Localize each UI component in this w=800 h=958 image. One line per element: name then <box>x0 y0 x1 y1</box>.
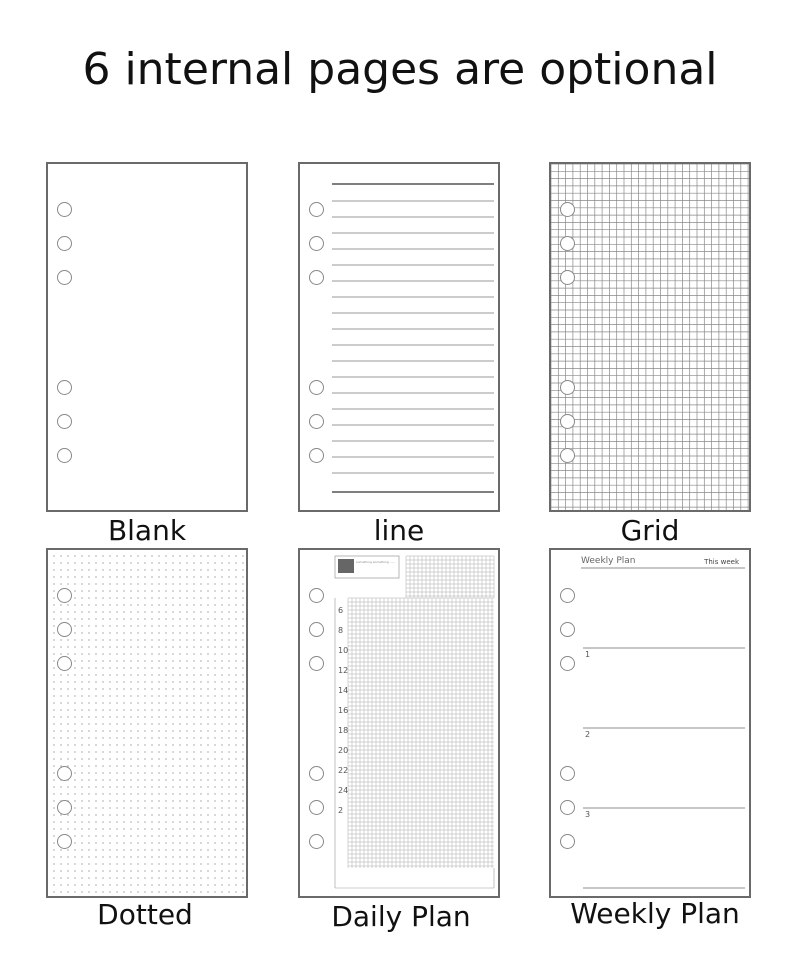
weekly-day-number: 1 <box>585 650 591 659</box>
binder-hole <box>560 202 575 217</box>
caption-weekly-plan: Weekly Plan <box>570 897 740 930</box>
ruled-lines <box>300 164 498 510</box>
daily-hour-label: 6 <box>338 606 344 615</box>
grid-lines <box>551 164 749 510</box>
binder-hole <box>560 414 575 429</box>
binder-hole <box>560 448 575 463</box>
weekly-this-week-label: This week <box>704 558 739 566</box>
caption-blank: Blank <box>107 514 187 547</box>
page-heading: 6 internal pages are optional <box>82 44 718 95</box>
daily-hour-label: 24 <box>338 786 349 795</box>
binder-hole <box>309 588 324 603</box>
binder-hole <box>57 656 72 671</box>
binder-hole <box>309 622 324 637</box>
dot-pattern <box>48 550 246 896</box>
binder-hole <box>309 236 324 251</box>
caption-dotted: Dotted <box>97 898 193 931</box>
binder-hole <box>309 270 324 285</box>
binder-hole <box>560 588 575 603</box>
caption-grid: Grid <box>620 514 680 547</box>
binder-hole <box>309 834 324 849</box>
binder-hole <box>560 766 575 781</box>
binder-hole <box>309 448 324 463</box>
binder-hole <box>309 656 324 671</box>
daily-hour-label: 2 <box>338 806 344 815</box>
binder-hole <box>309 766 324 781</box>
daily-plan-grid <box>300 550 498 896</box>
binder-hole <box>560 270 575 285</box>
dotted-page-sample <box>46 548 248 898</box>
binder-hole <box>57 236 72 251</box>
daily-hour-label: 22 <box>338 766 349 775</box>
caption-daily-plan: Daily Plan <box>331 900 471 933</box>
weekly-plan-page-sample <box>549 548 751 898</box>
blank-page-sample <box>46 162 248 512</box>
lined-page-sample <box>298 162 500 512</box>
daily-hour-label: 16 <box>338 706 349 715</box>
binder-hole <box>57 622 72 637</box>
daily-hour-label: 14 <box>338 686 349 695</box>
daily-plan-page-sample <box>298 548 500 898</box>
binder-hole <box>57 448 72 463</box>
binder-hole <box>309 380 324 395</box>
binder-hole <box>309 202 324 217</box>
weekly-plan-title: Weekly Plan <box>581 556 636 566</box>
binder-hole <box>560 622 575 637</box>
daily-hour-label: 10 <box>338 646 349 655</box>
binder-hole <box>560 834 575 849</box>
weekly-day-number: 3 <box>585 810 591 819</box>
binder-hole <box>57 270 72 285</box>
binder-hole <box>309 800 324 815</box>
binder-hole <box>309 414 324 429</box>
binder-hole <box>57 834 72 849</box>
weekly-day-number: 2 <box>585 730 591 739</box>
binder-hole <box>560 800 575 815</box>
daily-hour-label: 12 <box>338 666 349 675</box>
binder-hole <box>57 588 72 603</box>
binder-hole <box>560 656 575 671</box>
caption-line: line <box>373 514 425 547</box>
binder-hole <box>57 202 72 217</box>
binder-hole <box>560 380 575 395</box>
binder-hole <box>560 236 575 251</box>
binder-hole <box>57 380 72 395</box>
daily-hour-label: 8 <box>338 626 344 635</box>
binder-hole <box>57 766 72 781</box>
binder-hole <box>57 800 72 815</box>
weekly-plan-lines <box>551 550 749 896</box>
daily-hour-label: 20 <box>338 746 349 755</box>
daily-hour-label: 18 <box>338 726 349 735</box>
grid-page-sample <box>549 162 751 512</box>
binder-hole <box>57 414 72 429</box>
daily-note-text: something something ...... <box>356 560 396 564</box>
